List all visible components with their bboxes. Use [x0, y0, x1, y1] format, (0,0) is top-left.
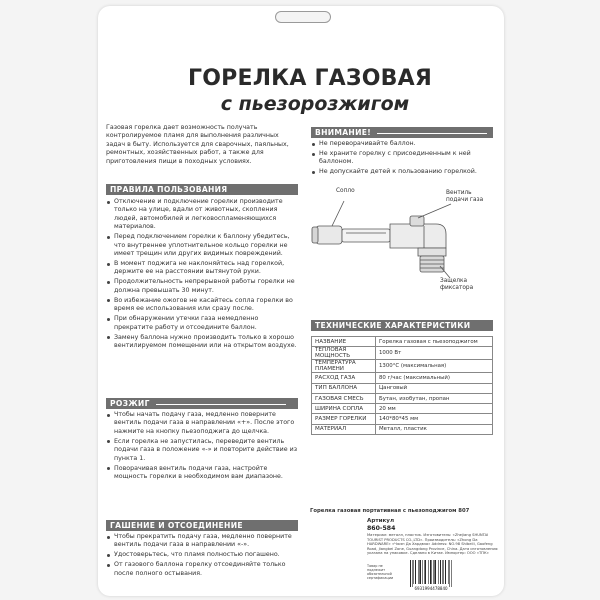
rules-item: Продолжительность непрерывной работы горелки не должна превышать 30 минут. [106, 278, 298, 295]
barcode-bar [428, 560, 429, 584]
spec-key: РАСХОД ГАЗА [312, 373, 376, 383]
rules-item: При обнаружении утечки газа немедленно прекратите работу и отсоедините баллон. [106, 315, 298, 332]
spec-key: РАЗМЕР ГОРЕЛКИ [312, 414, 376, 424]
spec-row [312, 373, 493, 383]
rules-heading [106, 184, 298, 195]
shutdown-item: От газового баллона горелку отсоединяйте только после полного остывания. [106, 561, 298, 578]
spec-value: Бутан, изобутан, пропан [376, 393, 493, 403]
barcode-bar [435, 560, 436, 584]
rules-item: В момент поджига не наклоняйтесь над горелкой, держите ее на расстоянии вытянутой руки. [106, 260, 298, 277]
product-title: Горелка газовая портативная с пьезоподжигом 807 [310, 508, 470, 514]
spec-row [312, 383, 493, 393]
barcode-bar [440, 560, 441, 584]
rules-list [106, 198, 298, 352]
barcode-bar [419, 560, 420, 584]
spec-key: ТИП БАЛЛОНА [312, 383, 376, 393]
ignition-heading-label: РОЗЖИГ [110, 399, 150, 408]
spec-row [312, 347, 493, 360]
article-value: 860-584 [367, 525, 396, 532]
rules-item: Отключение и подключение горелки производите только на улице, вдали от животных, скопления людей, автомобилей и легковоспламеняющихся материалов. [106, 198, 298, 232]
barcode-bar [434, 560, 435, 584]
ignition-item: Поворачивая вентиль подачи газа, настройте мощность горелки в необходимом вам диапазоне. [106, 465, 298, 482]
shutdown-heading [106, 520, 298, 531]
spec-row [312, 404, 493, 414]
spec-row [312, 393, 493, 403]
shutdown-item: Чтобы прекратить подачу газа, медленно поверните вентиль подачи газа в направлении «-». [106, 533, 298, 550]
torch-drawing [306, 186, 492, 306]
nozzle-label: Сопло [336, 188, 355, 194]
spec-key: ТЕПЛОВАЯ МОЩНОСТЬ [312, 347, 376, 360]
spec-key: ТЕМПЕРАТУРА ПЛАМЕНИ [312, 360, 376, 373]
barcode-bar [433, 560, 434, 584]
specs-heading [311, 320, 493, 331]
spec-value: Горелка газовая с пьезоподжигом [376, 337, 493, 347]
spec-key: НАЗВАНИЕ [312, 337, 376, 347]
barcode-bar [443, 560, 444, 584]
barcode-bar [431, 560, 432, 584]
latch-label: Защелка фиксатора [440, 278, 474, 291]
intro-text: Газовая горелка дает возможность получать контролируемое пламя для выполнения различных задач в быту. Используется для сварочных, паяльных, ремонтных, хозяйственных работ, а также для приготовления пищи в походных условиях. [106, 124, 289, 165]
barcode-bar [438, 560, 439, 584]
spec-value: 1000 Вт [376, 347, 493, 360]
barcode-bar [451, 560, 452, 587]
barcode-bar [410, 560, 411, 587]
rules-item: Перед подключением горелки к баллону убедитесь, что внутреннее уплотнительное кольцо горелки не имеет трещин или других видимых повреждений. [106, 233, 298, 258]
barcode-bar [413, 560, 414, 584]
warning-item: Не храните горелку с присоединенным к ней баллоном. [311, 150, 493, 167]
shutdown-heading-label: ГАШЕНИЕ И ОТСОЕДИНЕНИЕ [110, 521, 243, 530]
barcode-bar [424, 560, 425, 584]
shutdown-item: Удостоверьтесь, что пламя полностью погашено. [106, 551, 298, 559]
hang-hole [275, 11, 331, 23]
barcode-number: 6931994478840 [414, 586, 448, 591]
warning-heading [311, 127, 493, 138]
spec-value: 140*80*45 мм [376, 414, 493, 424]
specs-table [311, 336, 493, 435]
barcode-bar [420, 560, 421, 584]
barcode-bar [412, 560, 413, 587]
barcode [409, 560, 453, 588]
ignition-item: Если горелка не запустилась, переведите вентиль подачи газа в положение «-» и повторите действие из пункта 1. [106, 438, 298, 463]
warning-heading-label: ВНИМАНИЕ! [315, 128, 371, 137]
barcode-bar [418, 560, 419, 584]
ignition-list [106, 411, 298, 483]
spec-value: Цанговый [376, 383, 493, 393]
spec-value: 20 мм [376, 404, 493, 414]
barcode-bar [448, 560, 449, 584]
barcode-bar [430, 560, 431, 584]
certification-note: Товар не подлежит обязательной сертификации [367, 564, 394, 581]
barcode-bar [442, 560, 443, 584]
spec-row [312, 337, 493, 347]
spec-key: ГАЗОВАЯ СМЕСЬ [312, 393, 376, 403]
rules-item: Во избежание ожогов не касайтесь сопла горелки во время ее использования или сразу после. [106, 297, 298, 314]
spec-value: 80 г/час (максимальный) [376, 373, 493, 383]
barcode-bar [449, 560, 450, 587]
rules-item: Замену баллона нужно производить только в хорошо вентилируемом помещении или на открытом воздухе. [106, 334, 298, 351]
spec-value: 1300°С (максимальная) [376, 360, 493, 373]
barcode-bar [415, 560, 416, 584]
warning-item: Не переворачивайте баллон. [311, 140, 493, 148]
page-title: ГОРЕЛКА ГАЗОВАЯ [188, 66, 432, 91]
valve-label: Вентиль подачи газа [446, 190, 484, 203]
ignition-item: Чтобы начать подачу газа, медленно поверните вентиль подачи газа в направлении «+». После этого нажмите на кнопку пьезоподжига до щелчка. [106, 411, 298, 436]
barcode-bar [422, 560, 423, 584]
rules-heading-label: ПРАВИЛА ПОЛЬЗОВАНИЯ [110, 185, 228, 194]
ignition-heading [106, 398, 298, 409]
spec-row [312, 414, 493, 424]
warning-item: Не допускайте детей к пользованию горелкой. [311, 168, 493, 176]
shutdown-list [106, 533, 298, 580]
spec-value: Металл, пластик [376, 424, 493, 434]
page-subtitle: с пьезорозжигом [220, 93, 410, 115]
spec-row [312, 424, 493, 434]
article-label: Артикул [367, 518, 395, 524]
spec-key: МАТЕРИАЛ [312, 424, 376, 434]
spec-row [312, 360, 493, 373]
barcode-bar [425, 560, 426, 584]
small-print: Материал: металл, пластик. Изготовитель: «Zhejiang SHUNTAI TOURIST PRODUCTS CO.,LTD». Производитель: «Zhong Da HARDWARE» «Чжэн Да Хардвэа» Address: NO.98 Shibeili, Gaofeng Road, Jiangbei Zone, Guangdong Province, China. Дата изготовления: указана на упаковке. Сделано в Китае. Импортер: ООО «ТПК» [367, 533, 499, 556]
spec-key: ШИРИНА СОПЛА [312, 404, 376, 414]
barcode-bar [445, 560, 446, 584]
specs-heading-label: ТЕХНИЧЕСКИЕ ХАРАКТЕРИСТИКИ [315, 321, 471, 330]
warning-list [311, 140, 493, 178]
